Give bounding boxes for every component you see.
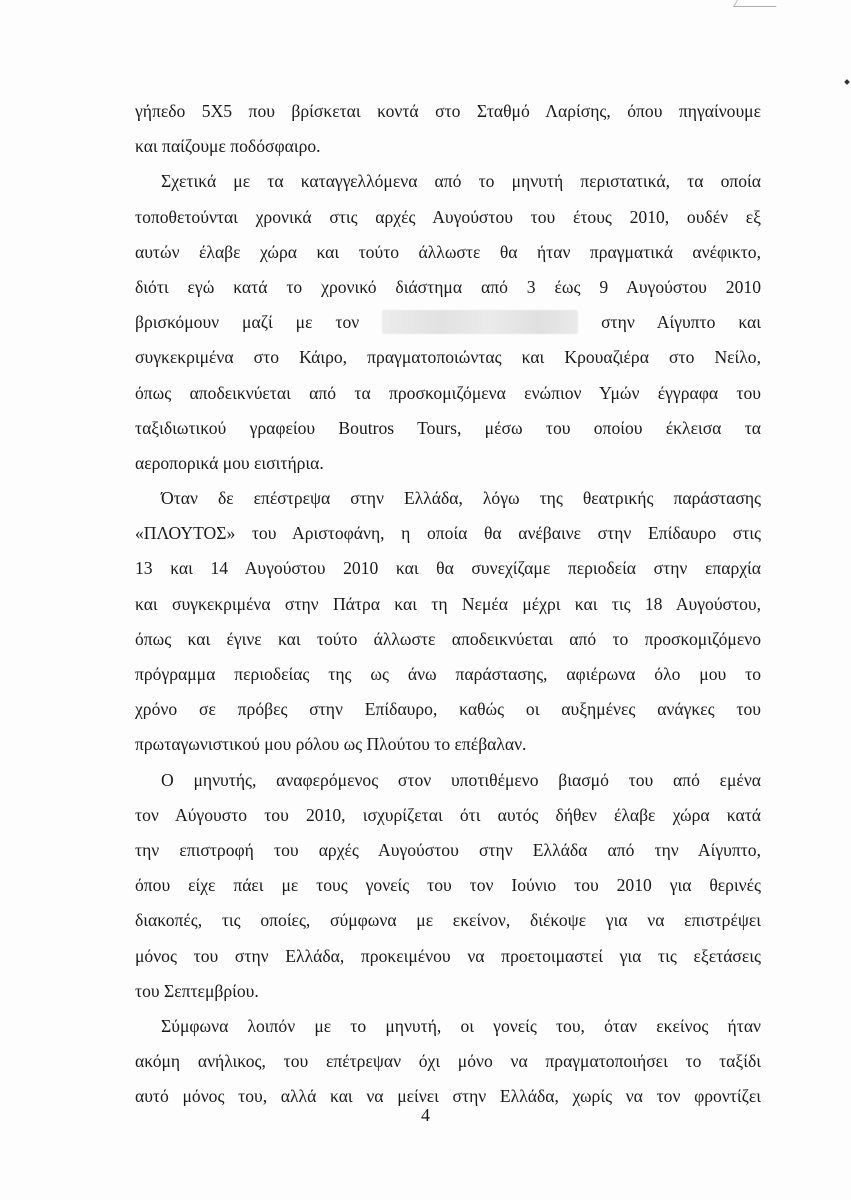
text-line: «ΠΛΟΥΤΟΣ» του Αριστοφάνη, η οποία θα ανέβαινε στην Επίδαυρο στις [135,523,761,544]
text-line [135,305,761,340]
text-line: όπου είχε πάει με τους γονείς του τον Ιούνιο του 2010 για θερινές [135,875,761,896]
redacted-name-block [382,310,578,334]
scan-artifact-mark [733,0,780,7]
text-line: αεροπορικά μου εισιτήρια. [135,452,324,473]
text-line: αυτών έλαβε χώρα και τούτο άλλωστε θα ήταν πραγματικά ανέφικτο, [135,241,761,262]
text-line: την επιστροφή του αρχές Αυγούστου στην Ελλάδα από την Αίγυπτο, [135,839,761,860]
text-line: όπως και έγινε και τούτο άλλωστε αποδεικνύεται από το προσκομιζόμενο [135,628,761,649]
text-line: χρόνο σε πρόβες στην Επίδαυρο, καθώς οι αυξημένες ανάγκες του [135,699,761,720]
page-number: 4 [421,1105,430,1125]
text-line: διότι εγώ κατά το χρονικό διάστημα από 3 έως 9 Αυγούστου 2010 [135,276,761,297]
text-line: ακόμη ανήλικος, του επέτρεψαν όχι μόνο να πραγματοποιήσει το ταξίδι [135,1051,761,1072]
text-segment: βρισκόμουν μαζί με τον [135,312,360,333]
text-line: όπως αποδεικνύεται από τα προσκομιζόμενα ενώπιον Υμών έγγραφα του [135,382,761,403]
paragraph-first-line: Όταν δε επέστρεψα στην Ελλάδα, λόγω της θεατρικής παράστασης [161,488,761,509]
text-line: του Σεπτεμβρίου. [135,980,259,1001]
text-line: τον Αύγουστο του 2010, ισχυρίζεται ότι αυτός δήθεν έλαβε χώρα κατά [135,804,761,825]
text-line: ταξιδιωτικού γραφείου Boutros Tours, μέσω του οποίου έκλεισα τα [135,417,761,438]
text-line: διακοπές, τις οποίες, σύμφωνα με εκείνον, διέκοψε για να επιστρέψει [135,910,761,931]
text-line: πρωταγωνιστικού μου ρόλου ως Πλούτου το επέβαλαν. [135,734,527,755]
text-line: μόνος του στην Ελλάδα, προκειμένου να προετοιμαστεί για τις εξετάσεις [135,945,761,966]
scan-artifact-dot [844,79,850,85]
text-segment: στην Αίγυπτο και [601,312,761,333]
text-line: και παίζουμε ποδόσφαιρο. [135,136,321,157]
text-line: τοποθετούνται χρονικά στις αρχές Αυγούστου του έτους 2010, ουδέν εξ [135,206,761,227]
text-line: συγκεκριμένα στο Κάιρο, πραγματοποιώντας και Κρουαζιέρα στο Νείλο, [135,347,761,368]
paragraph-first-line: Ο μηνυτής, αναφερόμενος στον υποτιθέμενο βιασμό του από εμένα [161,769,761,790]
paragraph-first-line: Σύμφωνα λοιπόν με το μηνυτή, οι γονείς του, όταν εκείνος ήταν [161,1015,761,1036]
text-line: γήπεδο 5Χ5 που βρίσκεται κοντά στο Σταθμό Λαρίσης, όπου πηγαίνουμε [135,101,761,121]
text-line: αυτό μόνος του, αλλά και να μείνει στην Ελλάδα, χωρίς να τον φροντίζει [135,1086,761,1107]
text-line: και συγκεκριμένα στην Πάτρα και τη Νεμέα μέχρι και τις 18 Αυγούστου, [135,593,761,614]
paragraph-first-line: Σχετικά με τα καταγγελλόμενα από το μηνυτή περιστατικά, τα οποία [161,171,761,192]
text-line: πρόγραμμα περιοδείας της ως άνω παράστασης, αφιέρωνα όλο μου το [135,664,761,684]
document-body-text [135,94,761,1114]
text-line: 13 και 14 Αυγούστου 2010 και θα συνεχίζαμε περιοδεία στην επαρχία [135,558,761,579]
